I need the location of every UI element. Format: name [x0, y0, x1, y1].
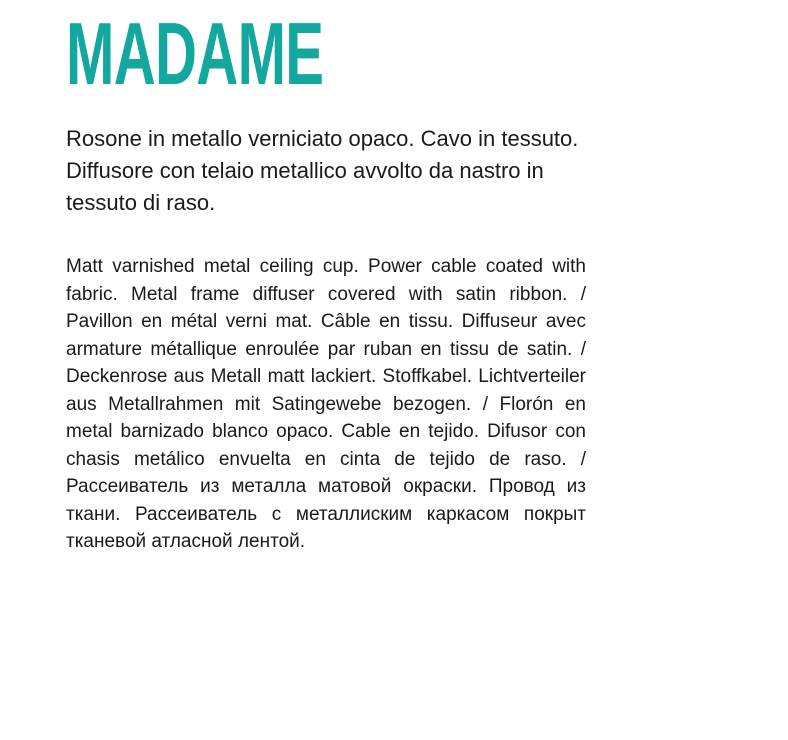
- description-italian: Rosone in metallo verniciato opaco. Cavo in tessuto. Diffusore con telaio metallico avvolto da nastro in tessuto di raso.: [66, 126, 579, 215]
- product-title: MADAME: [66, 4, 324, 103]
- description-multilingual: Matt varnished metal ceiling cup. Power cable coated with fabric. Metal frame diffuser covered with satin ribbon. / Pavillon en métal verni mat. Câble en tissu. Diffuseur avec armature métallique enroulée par ruban en tissu de satin. / Deckenrose aus Metall matt lackiert. Stoffkabel. Lichtverteiler aus Metallrahmen mit Satingewebe bezogen. / Florón en metal barnizado blanco opaco. Cable en tejido. Difusor con chasis metálico envuelta en cinta de tejido de raso. / Рассеиватель из металла матовой окраски. Провод из ткани. Рассеиватель с металлиским каркасом покрыт тканевой атласной лентой.: [66, 256, 586, 552]
